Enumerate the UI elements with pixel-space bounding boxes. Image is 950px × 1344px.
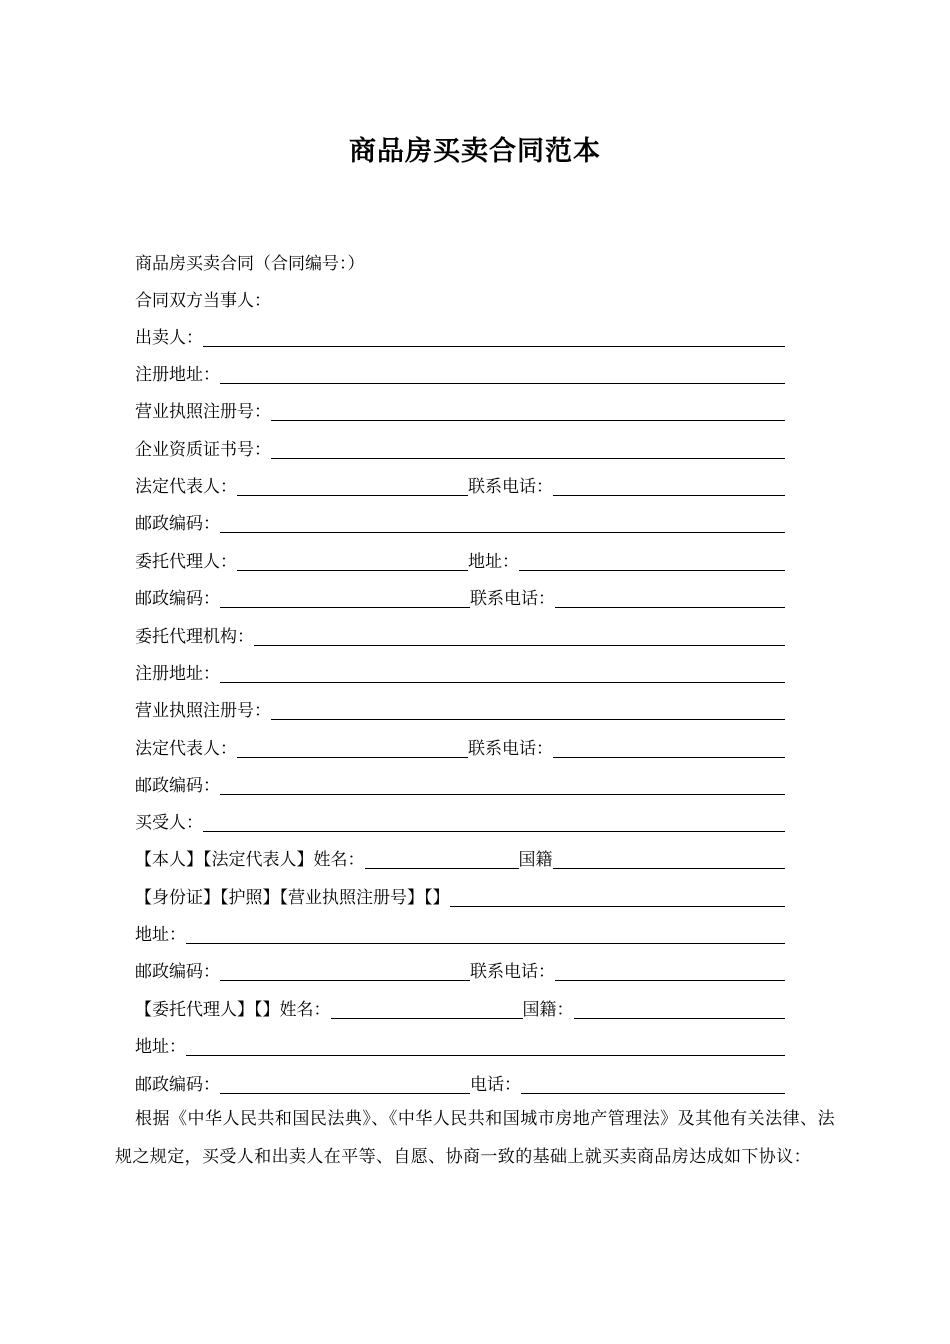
- buyer-agent-name-field[interactable]: [331, 1000, 523, 1019]
- agency-license-field[interactable]: [271, 701, 785, 720]
- seller-agent-field[interactable]: [237, 552, 468, 571]
- seller-field[interactable]: [203, 328, 785, 347]
- seller-postcode-field[interactable]: [220, 514, 785, 533]
- seller-agent-phone-label: 联系电话：: [470, 589, 555, 609]
- agency-postcode-line: [135, 771, 785, 797]
- agency-label: 委托代理机构：: [135, 627, 254, 647]
- buyer-label: 买受人：: [135, 813, 203, 833]
- seller-phone-field[interactable]: [553, 477, 785, 496]
- agreement-paragraph: 根据《中华人民共和国民法典》、《中华人民共和国城市房地产管理法》及其他有关法律、法规之规定，买受人和出卖人在平等、自愿、协商一致的基础上就买卖商品房达成如下协议：: [115, 1109, 835, 1167]
- agency-legal-rep-line: [135, 734, 785, 760]
- agency-postcode-label: 邮政编码：: [135, 776, 220, 796]
- parties-label: 合同双方当事人：: [135, 291, 271, 311]
- agency-phone-field[interactable]: [553, 739, 785, 758]
- seller-reg-address-line: [135, 360, 785, 386]
- agency-reg-address-line: [135, 659, 785, 685]
- agency-license-line: [135, 696, 785, 722]
- buyer-address-line: [135, 920, 785, 946]
- buyer-address-label: 地址：: [135, 925, 186, 945]
- buyer-id-type-label: 【身份证】【护照】【营业执照注册号】【】: [135, 888, 450, 908]
- buyer-phone-field[interactable]: [555, 962, 785, 981]
- document-title: 商品房买卖合同范本: [349, 136, 601, 167]
- buyer-agent-postcode-line: [135, 1070, 785, 1096]
- agency-line: [135, 622, 785, 648]
- buyer-agent-nationality-label: 国籍：: [522, 1000, 574, 1020]
- seller-postcode-label: 邮政编码：: [135, 514, 220, 534]
- seller-phone-label: 联系电话：: [468, 477, 553, 497]
- buyer-postcode-label: 邮政编码：: [135, 962, 220, 982]
- buyer-postcode-field[interactable]: [220, 962, 470, 981]
- buyer-postcode-line: [135, 957, 785, 983]
- seller-line: [135, 323, 785, 349]
- buyer-name-line: [135, 845, 785, 871]
- agency-phone-label: 联系电话：: [468, 739, 553, 759]
- seller-agent-postcode-label: 邮政编码：: [135, 589, 220, 609]
- buyer-name-label: 【本人】【法定代表人】姓名：: [135, 850, 365, 870]
- seller-agent-postcode-line: [135, 584, 785, 610]
- buyer-id-line: [135, 883, 785, 909]
- buyer-agent-label: 【委托代理人】【】姓名：: [135, 1000, 331, 1020]
- agency-license-label: 营业执照注册号：: [135, 701, 271, 721]
- buyer-name-field[interactable]: [365, 850, 519, 869]
- agency-reg-address-label: 注册地址：: [135, 664, 220, 684]
- buyer-field[interactable]: [203, 813, 785, 832]
- buyer-agent-phone-field[interactable]: [521, 1075, 785, 1094]
- seller-agent-address-label: 地址：: [468, 552, 519, 572]
- seller-agent-address-field[interactable]: [519, 552, 785, 571]
- seller-reg-address-label: 注册地址：: [135, 365, 220, 385]
- parties-line: [135, 286, 785, 312]
- buyer-agent-address-field[interactable]: [186, 1037, 785, 1056]
- qualification-line: [135, 435, 785, 461]
- seller-license-field[interactable]: [271, 402, 785, 421]
- seller-agent-line: [135, 547, 785, 573]
- agency-field[interactable]: [254, 627, 785, 646]
- seller-postcode-line: [135, 509, 785, 535]
- seller-label: 出卖人：: [135, 328, 203, 348]
- seller-legal-rep-label: 法定代表人：: [135, 477, 237, 497]
- seller-legal-rep-field[interactable]: [237, 477, 468, 496]
- buyer-nationality-field[interactable]: [553, 850, 786, 869]
- seller-legal-rep-line: [135, 472, 785, 498]
- seller-agent-postcode-field[interactable]: [220, 589, 470, 608]
- buyer-agent-line: [135, 995, 785, 1021]
- agency-reg-address-field[interactable]: [220, 664, 785, 683]
- buyer-id-field[interactable]: [450, 888, 786, 907]
- agency-postcode-field[interactable]: [220, 776, 785, 795]
- buyer-address-field[interactable]: [186, 925, 785, 944]
- buyer-nationality-label: 国籍: [518, 850, 553, 870]
- seller-agent-phone-field[interactable]: [555, 589, 785, 608]
- seller-license-label: 营业执照注册号：: [135, 402, 271, 422]
- agency-legal-rep-field[interactable]: [237, 739, 468, 758]
- contract-number-line: [135, 249, 785, 275]
- contract-number-label: 商品房买卖合同（合同编号：）: [135, 254, 365, 274]
- buyer-agent-nationality-field[interactable]: [574, 1000, 786, 1019]
- buyer-agent-address-label: 地址：: [135, 1037, 186, 1057]
- qualification-field[interactable]: [271, 440, 785, 459]
- buyer-line: [135, 808, 785, 834]
- seller-agent-label: 委托代理人：: [135, 552, 237, 572]
- buyer-agent-phone-label: 电话：: [470, 1075, 521, 1095]
- seller-reg-address-field[interactable]: [220, 365, 785, 384]
- buyer-agent-postcode-field[interactable]: [220, 1075, 470, 1094]
- buyer-phone-label: 联系电话：: [470, 962, 555, 982]
- buyer-agent-postcode-label: 邮政编码：: [135, 1075, 220, 1095]
- seller-license-line: [135, 397, 785, 423]
- qualification-label: 企业资质证书号：: [135, 440, 271, 460]
- buyer-agent-address-line: [135, 1032, 785, 1058]
- agency-legal-rep-label: 法定代表人：: [135, 739, 237, 759]
